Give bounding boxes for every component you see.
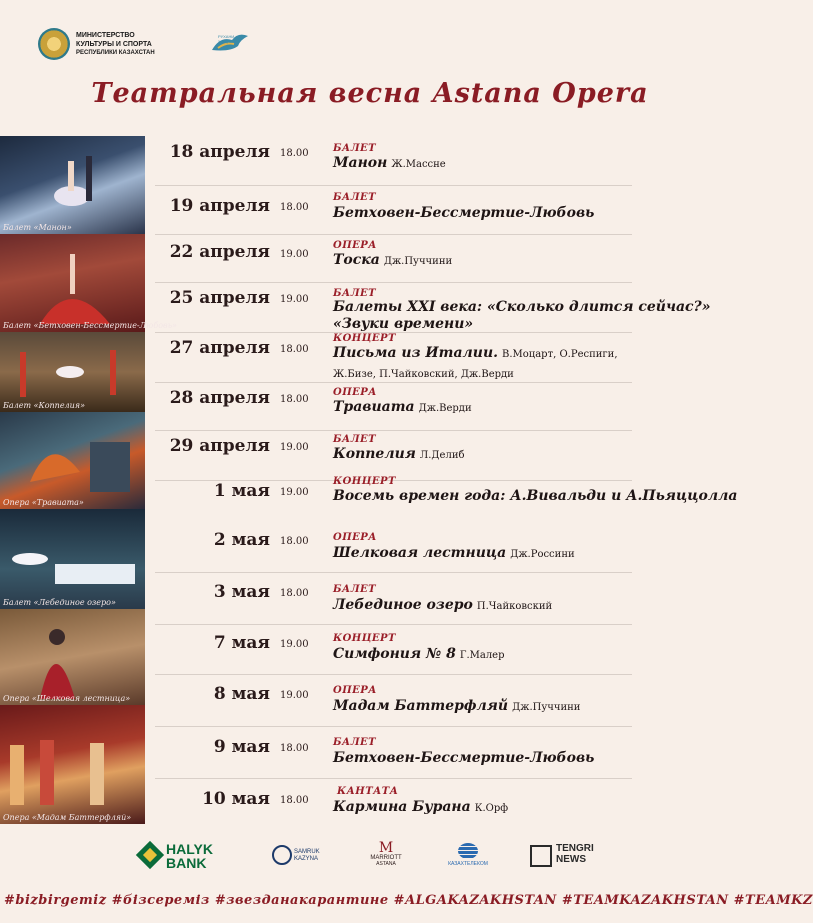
samruk-kazyna-logo: SAMRUK KAZYNA [272, 845, 332, 869]
event-genre: БАЛЕТ [333, 143, 377, 154]
schedule-row [145, 333, 740, 383]
opera-scene-image [0, 705, 145, 824]
event-date: 25 апреля [169, 288, 270, 308]
event-author: Дж.Пуччини [512, 702, 581, 713]
event-date: 27 апреля [169, 338, 270, 358]
event-time: 19.00 [280, 639, 309, 650]
schedule-row [145, 431, 740, 481]
event-author: Г.Малер [459, 650, 505, 661]
event-title: Травиата Дж.Верди [333, 399, 472, 415]
ballet-dancers-image [0, 332, 145, 412]
photo-caption: Опера «Шелковая лестница» [3, 694, 131, 703]
event-title: Коппелия Л.Делиб [333, 446, 465, 462]
event-genre: БАЛЕТ [333, 288, 377, 299]
event-date: 19 апреля [169, 196, 270, 216]
event-genre: КОНЦЕРТ [333, 476, 397, 487]
event-author: Л.Делиб [419, 450, 465, 461]
event-title-line2: «Звуки времени» [333, 316, 474, 332]
schedule-row [145, 675, 740, 727]
schedule-row [145, 779, 740, 824]
event-title: Лебединое озеро П.Чайковский [333, 597, 553, 613]
ballet-dancers-image [0, 136, 145, 234]
photo-butterfly [0, 705, 145, 824]
event-date: 8 мая [213, 684, 270, 704]
event-title: Восемь времен года: А.Вивальди и А.Пьяццолла [333, 488, 738, 504]
globe-icon [458, 843, 478, 859]
event-time: 18.00 [280, 795, 309, 806]
photo-caption: Опера «Травиата» [3, 498, 84, 507]
hashtags: #bizbirgemiz #бізсереміз #звезданакарантине #ALGAKAZAKHSTAN #TEAMKAZAKHSTAN #TEAMKZ [4, 893, 813, 908]
schedule-row [145, 625, 740, 675]
event-time: 19.00 [280, 249, 309, 260]
event-date: 3 мая [213, 582, 270, 602]
schedule-row [145, 235, 740, 283]
tengri-square-icon [530, 845, 552, 867]
event-date: 22 апреля [169, 242, 270, 262]
event-genre: ОПЕРА [333, 387, 377, 398]
halyk-bank-logo: HALYK BANK [136, 839, 228, 871]
halyk-diamond-icon [136, 841, 164, 869]
event-date: 10 мая [202, 789, 270, 809]
event-title: Манон Ж.Массне [333, 155, 446, 171]
event-author: В.Моцарт, О.Респиги, [502, 349, 618, 360]
state-emblem-icon [38, 28, 70, 60]
event-time: 18.00 [280, 148, 309, 159]
event-title: Мадам Баттерфляй Дж.Пуччини [333, 698, 581, 714]
page-title: Театральная весна Astana Opera [91, 78, 649, 109]
event-date: 9 мая [213, 737, 270, 757]
event-time: 19.00 [280, 487, 309, 498]
event-title: Бетховен-Бессмертие-Любовь [333, 750, 595, 766]
event-title: Шелковая лестница Дж.Россини [333, 545, 575, 561]
event-genre: БАЛЕТ [333, 192, 377, 203]
photo-caption: Балет «Бетховен-Бессмертие-Любовь» [3, 321, 177, 330]
schedule-row [145, 521, 740, 573]
photo-coppelia [0, 332, 145, 412]
rukhani-zhangyru-logo: РУХАНИ ЖАҢҒЫРУ [208, 30, 254, 58]
photo-caption: Опера «Мадам Баттерфляй» [3, 813, 132, 822]
event-title: Письма из Италии. В.Моцарт, О.Респиги, [333, 345, 618, 361]
event-genre: ОПЕРА [333, 532, 377, 543]
event-title: Кармина Бурана К.Орф [333, 799, 509, 815]
event-genre: БАЛЕТ [333, 584, 377, 595]
opera-scene-image [0, 609, 145, 705]
event-time: 18.00 [280, 743, 309, 754]
event-author-line2: Ж.Бизе, П.Чайковский, Дж.Верди [333, 369, 514, 380]
event-title: Балеты XXI века: «Сколько длится сейчас?» [333, 299, 711, 315]
event-title: Симфония № 8 Г.Малер [333, 646, 505, 662]
event-time: 19.00 [280, 294, 309, 305]
event-author: Дж.Россини [510, 549, 575, 560]
schedule-row [145, 383, 740, 431]
schedule-row [145, 573, 740, 625]
tengri-news-logo: TENGRI NEWS [530, 843, 600, 869]
event-title: Тоска Дж.Пуччини [333, 252, 453, 268]
event-genre: ОПЕРА [333, 685, 377, 696]
photo-manon [0, 136, 145, 234]
event-time: 18.00 [280, 394, 309, 405]
photo-traviata [0, 412, 145, 509]
ministry-name: МИНИСТЕРСТВО КУЛЬТУРЫ И СПОРТА РЕСПУБЛИКИ КАЗАХСТАН [76, 31, 155, 56]
schedule-row [145, 136, 740, 186]
header [0, 0, 740, 80]
event-time: 18.00 [280, 536, 309, 547]
event-author: Дж.Верди [418, 403, 472, 414]
event-genre: БАЛЕТ [333, 737, 377, 748]
photo-beethoven [0, 234, 177, 332]
event-genre: КОНЦЕРТ [333, 633, 397, 644]
event-genre: КАНТАТА [337, 786, 399, 797]
photo-caption: Балет «Коппелия» [3, 401, 85, 410]
ballet-dancers-image [0, 234, 145, 332]
event-date: 2 мая [213, 530, 270, 550]
event-time: 18.00 [280, 588, 309, 599]
event-date: 29 апреля [169, 436, 270, 456]
photo-swan-lake [0, 509, 145, 609]
event-genre: КОНЦЕРТ [333, 333, 397, 344]
schedule-row [145, 727, 740, 779]
photo-column [0, 136, 177, 824]
event-title: Бетховен-Бессмертие-Любовь [333, 205, 595, 221]
event-author: П.Чайковский [476, 601, 553, 612]
photo-silk-ladder [0, 609, 145, 705]
photo-caption: Балет «Манон» [3, 223, 72, 232]
event-date: 7 мая [213, 633, 270, 653]
event-genre: БАЛЕТ [333, 434, 377, 445]
event-time: 19.00 [280, 690, 309, 701]
schedule-row [145, 476, 740, 521]
event-date: 1 мая [213, 481, 270, 501]
marriott-logo: M MARRIOTT ASTANA [366, 841, 406, 869]
event-author: Дж.Пуччини [383, 256, 453, 267]
event-time: 18.00 [280, 202, 309, 213]
event-time: 19.00 [280, 442, 309, 453]
event-time: 18.00 [280, 344, 309, 355]
photo-caption: Балет «Лебединое озеро» [3, 598, 116, 607]
schedule-row [145, 283, 740, 333]
marriott-m-icon: M [378, 840, 394, 856]
ministry-logo [38, 28, 155, 60]
kazakhtelecom-logo: КАЗАХТЕЛЕКОМ [448, 843, 488, 869]
schedule-row [145, 186, 740, 235]
sponsors-bar [0, 835, 740, 875]
opera-scene-image [0, 412, 145, 509]
event-date: 28 апреля [169, 388, 270, 408]
ballet-dancers-image [0, 509, 145, 609]
samruk-emblem-icon [272, 845, 292, 865]
event-author: Ж.Массне [391, 159, 446, 170]
event-author: К.Орф [474, 803, 509, 814]
event-genre: ОПЕРА [333, 240, 377, 251]
event-date: 18 апреля [169, 142, 270, 162]
